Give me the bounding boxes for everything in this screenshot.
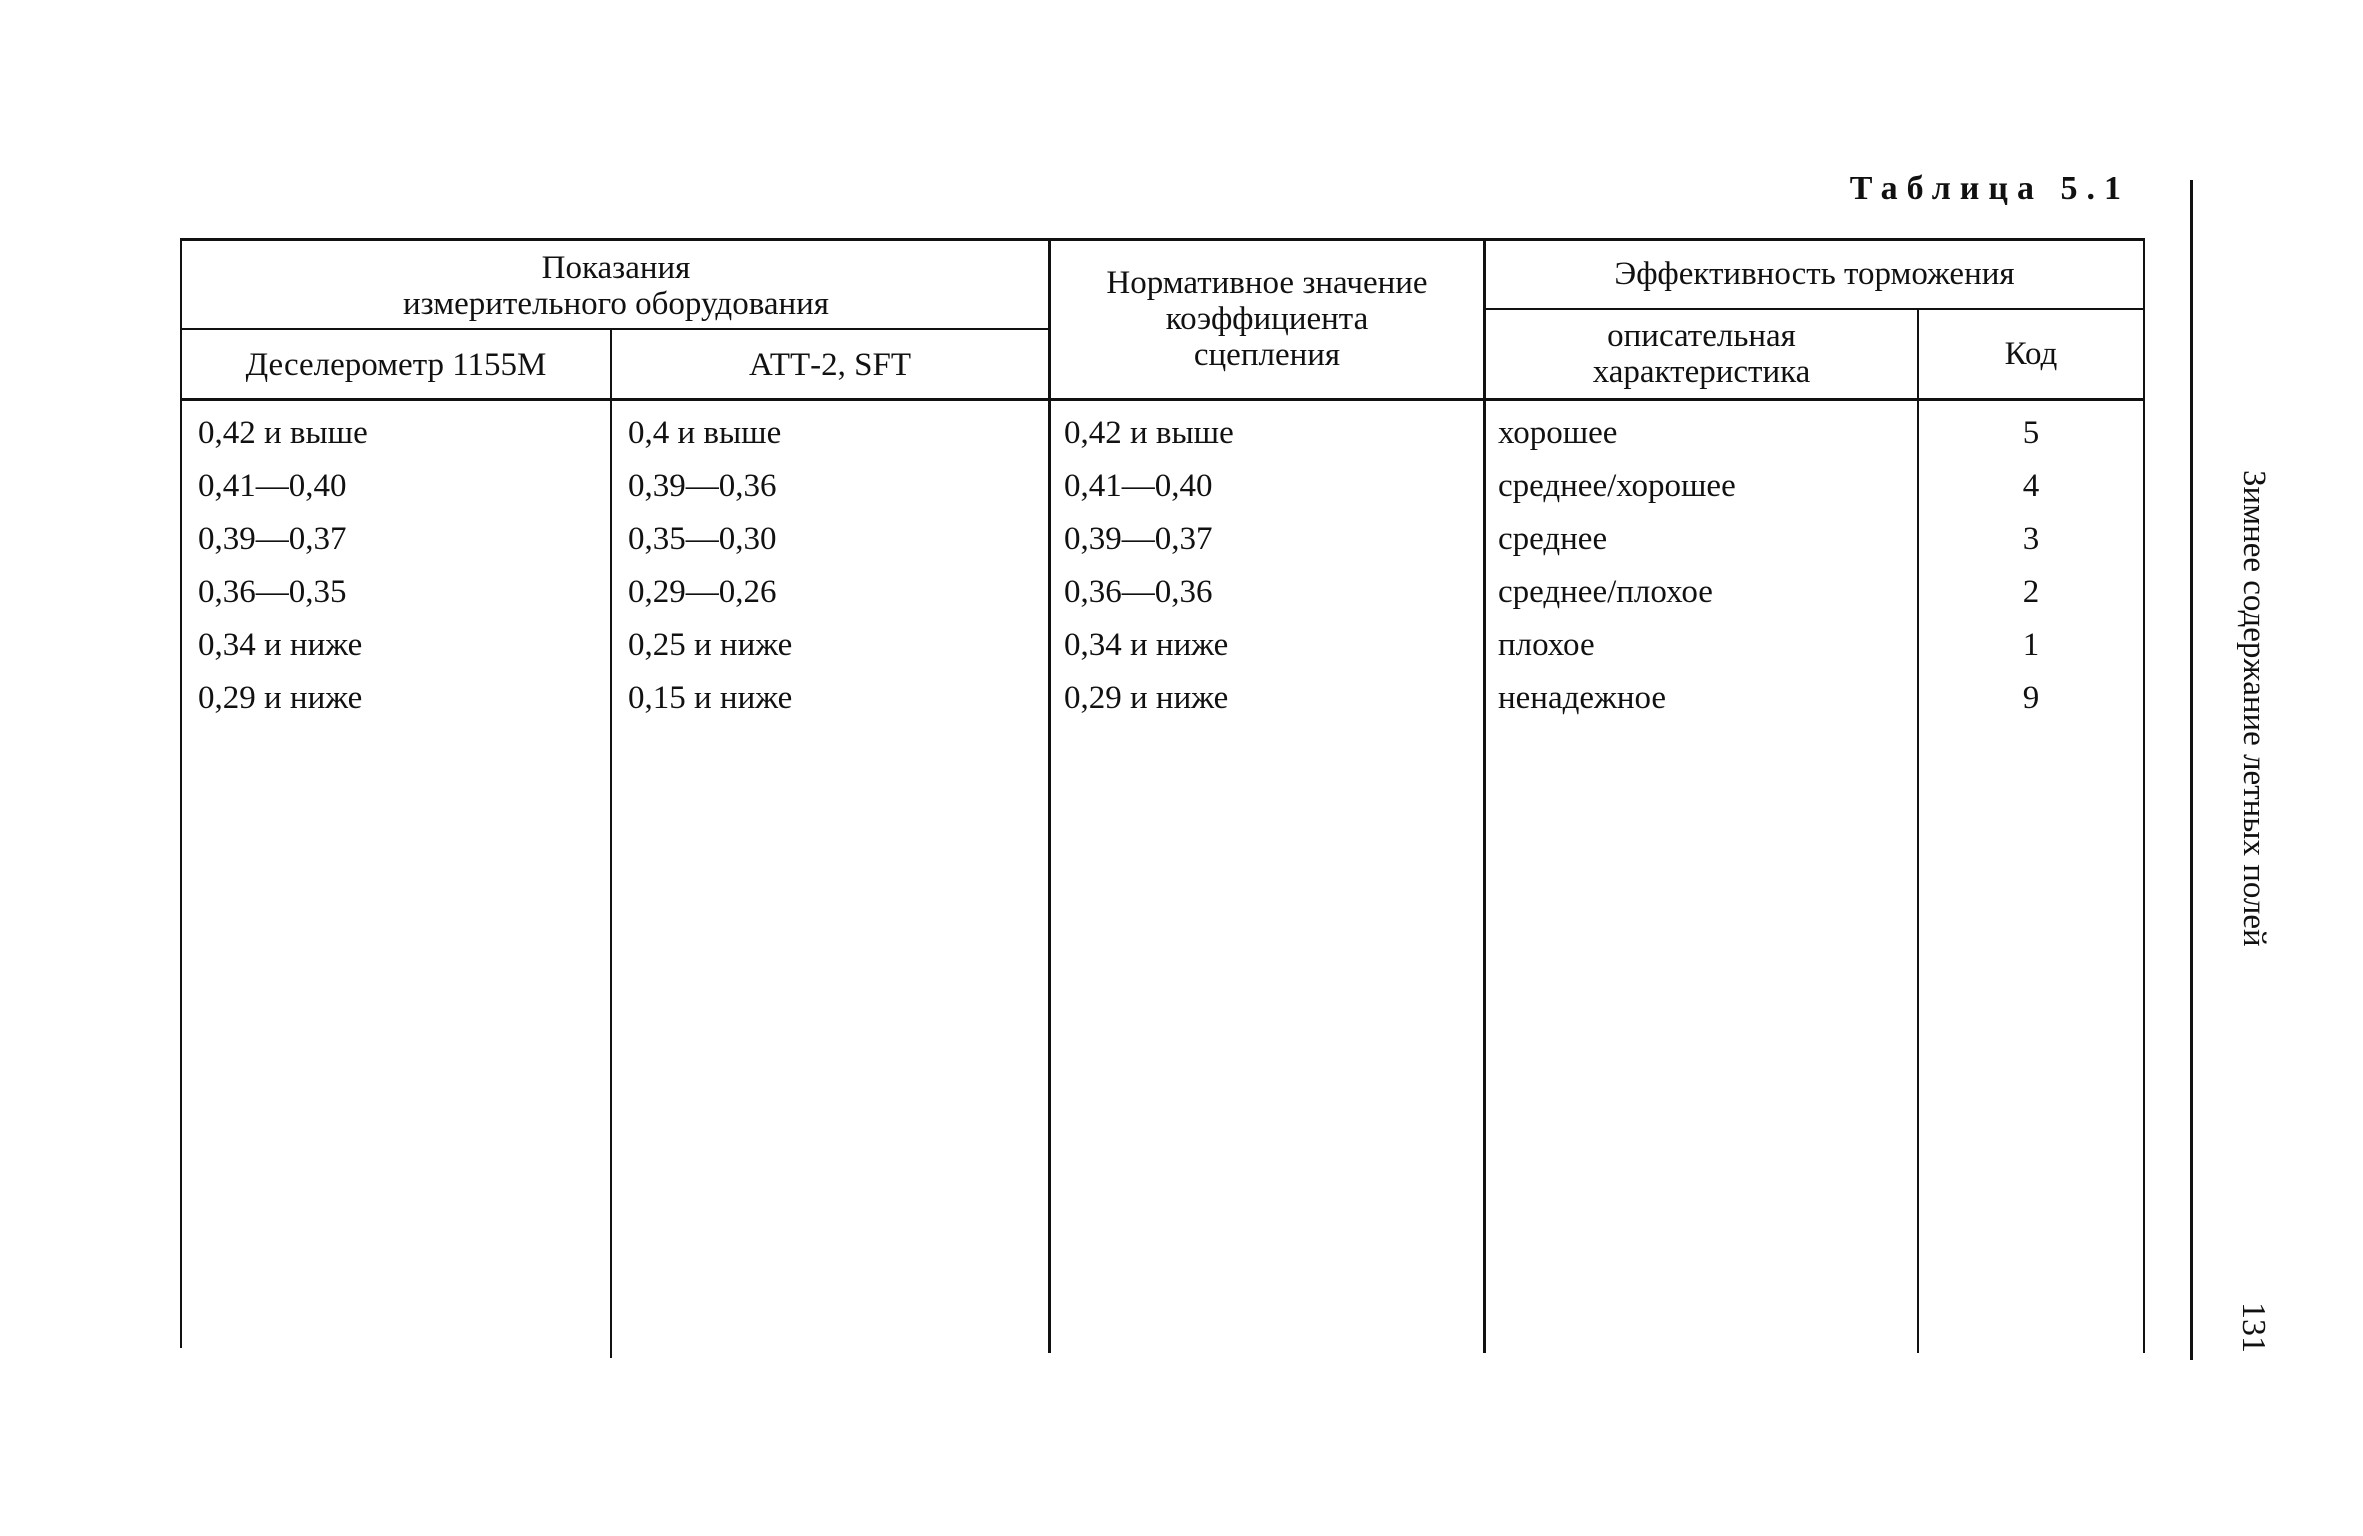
normative-header-line3: сцепления xyxy=(1193,337,1341,373)
normative-value: 0,29 и ниже xyxy=(1064,680,1229,716)
code-header: Код xyxy=(2004,336,2058,372)
att-header: АТТ-2, SFT xyxy=(748,347,912,383)
code-value: 3 xyxy=(2022,521,2040,557)
descriptive-value: хорошее xyxy=(1498,415,1618,451)
code-value: 2 xyxy=(2022,574,2040,610)
code-value: 1 xyxy=(2022,627,2040,663)
normative-value: 0,41—0,40 xyxy=(1064,468,1213,504)
att-value: 0,15 и ниже xyxy=(628,680,793,716)
braking-header-divider xyxy=(1485,308,2145,310)
page-number: 131 xyxy=(2235,1302,2272,1353)
decelerometer-header: Деселерометр 1155М xyxy=(245,347,547,383)
braking-header: Эффективность торможения xyxy=(1614,256,2015,292)
readings-header xyxy=(182,250,1050,322)
table-right-border xyxy=(2143,238,2145,1353)
column-divider-2 xyxy=(1048,238,1051,1353)
readings-header-divider xyxy=(180,328,1050,330)
code-value: 9 xyxy=(2022,680,2040,716)
header-bottom-border xyxy=(180,398,2145,401)
decelerometer-value: 0,34 и ниже xyxy=(198,627,363,663)
code-value: 4 xyxy=(2022,468,2040,504)
normative-value: 0,39—0,37 xyxy=(1064,521,1213,557)
column-divider-3 xyxy=(1483,238,1486,1353)
descriptive-value: среднее/плохое xyxy=(1498,574,1713,610)
descriptive-value: плохое xyxy=(1498,627,1595,663)
normative-value: 0,34 и ниже xyxy=(1064,627,1229,663)
column-divider-4 xyxy=(1917,308,1919,1353)
table-top-border xyxy=(180,238,2145,241)
att-value: 0,4 и выше xyxy=(628,415,782,451)
att-value: 0,25 и ниже xyxy=(628,627,793,663)
descriptive-header xyxy=(1486,318,1917,390)
side-running-title: Зимнее содержание летных полей xyxy=(2236,470,2272,947)
column-divider-1 xyxy=(610,328,612,1358)
normative-value: 0,36—0,36 xyxy=(1064,574,1213,610)
att-value: 0,35—0,30 xyxy=(628,521,777,557)
table-caption: Таблица 5.1 xyxy=(1849,170,2130,207)
decelerometer-value: 0,29 и ниже xyxy=(198,680,363,716)
descriptive-header-line2: характеристика xyxy=(1592,354,1811,390)
code-value: 5 xyxy=(2022,415,2040,451)
descriptive-header-line1: описательная xyxy=(1607,318,1796,354)
descriptive-value: среднее/хорошее xyxy=(1498,468,1736,504)
readings-header-line2: измерительного оборудования xyxy=(403,286,829,322)
normative-value: 0,42 и выше xyxy=(1064,415,1234,451)
decelerometer-value: 0,36—0,35 xyxy=(198,574,347,610)
table-left-border xyxy=(180,238,182,1348)
normative-header-line2: коэффициента xyxy=(1165,301,1369,337)
normative-header xyxy=(1051,265,1483,373)
descriptive-value: ненадежное xyxy=(1498,680,1667,716)
decelerometer-value: 0,42 и выше xyxy=(198,415,368,451)
att-value: 0,39—0,36 xyxy=(628,468,777,504)
readings-header-line1: Показания xyxy=(541,250,691,286)
page-margin-line xyxy=(2190,180,2193,1360)
att-value: 0,29—0,26 xyxy=(628,574,777,610)
descriptive-value: среднее xyxy=(1498,521,1608,557)
decelerometer-value: 0,41—0,40 xyxy=(198,468,347,504)
decelerometer-value: 0,39—0,37 xyxy=(198,521,347,557)
normative-header-line1: Нормативное значение xyxy=(1106,265,1428,301)
